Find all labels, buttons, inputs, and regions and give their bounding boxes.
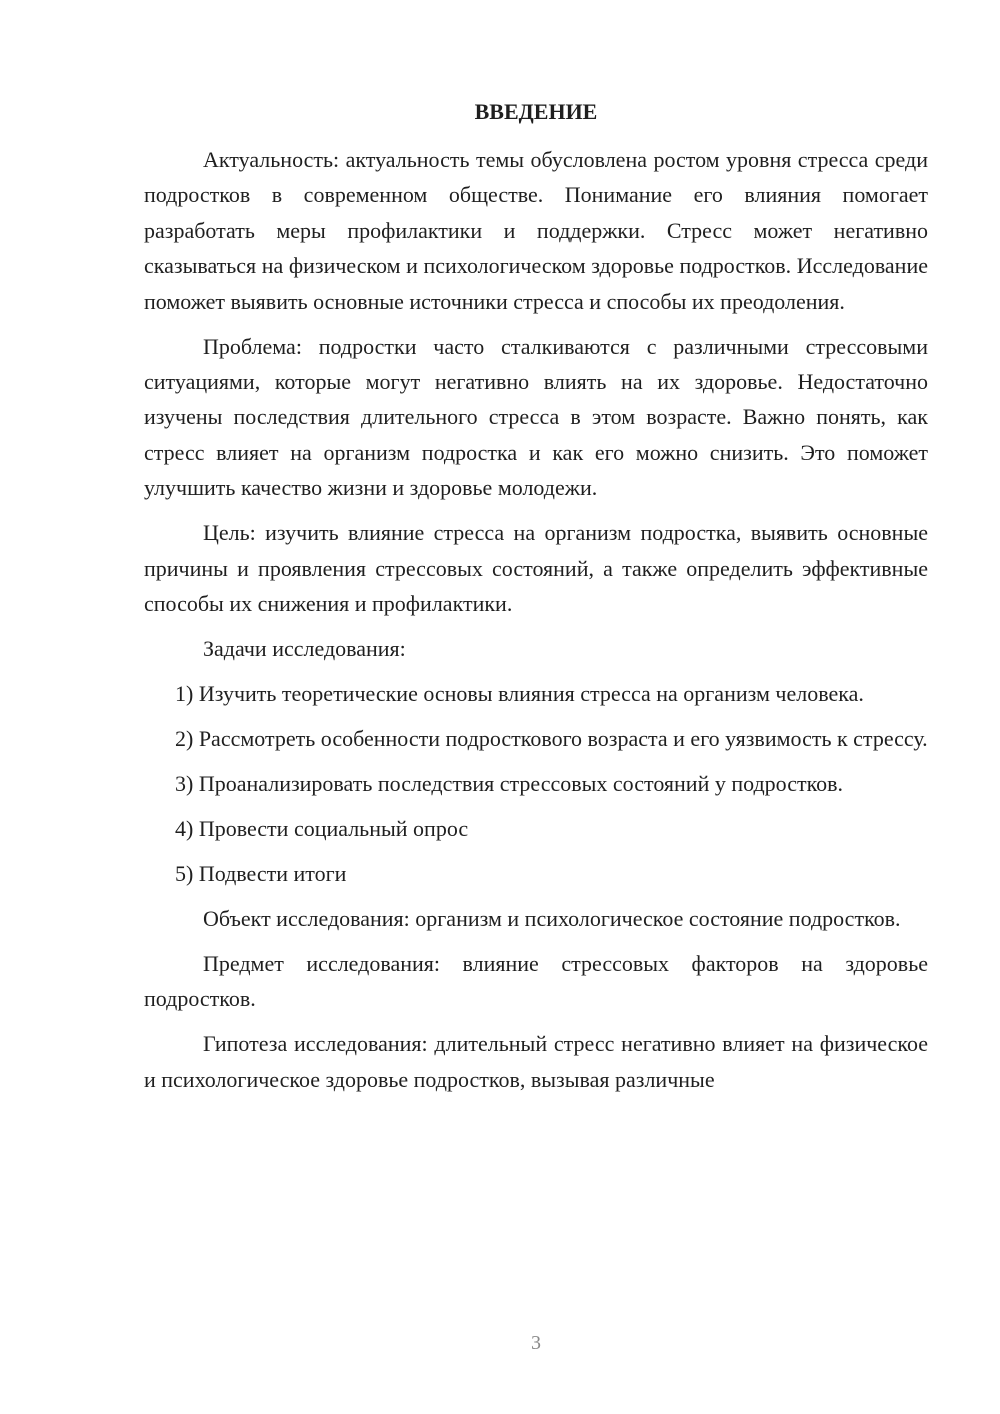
hypothesis-paragraph: Гипотеза исследования: длительный стресс негативно влияет на физическое и психологическое здоровье подростков, вызывая различные (144, 1031, 928, 1092)
task-item-1: 1) Изучить теоретические основы влияния стресса на организм человека. (175, 681, 864, 707)
task-item-5: 5) Подвести итоги (175, 861, 347, 887)
task-item-4: 4) Провести социальный опрос (175, 816, 469, 842)
problem-paragraph: Проблема: подростки часто сталкиваются с различными стрессовыми ситуациями, которые могут негативно влиять на их здоровье. Недостаточно изучены последствия длительного стресса в этом возрасте. Важно понять, как стресс влияет на организм подростка и как его можно снизить. Это поможет улучшить качество жизни и здоровье молодежи. (144, 333, 928, 501)
goal-paragraph: Цель: изучить влияние стресса на организм подростка, выявить основные причины и проявления стрессовых состояний, а также определить эффективные способы их снижения и профилактики. (144, 520, 928, 617)
tasks-heading: Задачи исследования: (203, 636, 406, 662)
object-paragraph: Объект исследования: организм и психологическое состояние подростков. (203, 906, 901, 932)
task-item-2: 2) Рассмотреть особенности подросткового возраста и его уязвимость к стрессу. (175, 726, 928, 752)
relevance-paragraph: Актуальность: актуальность темы обусловлена ростом уровня стресса среди подростков в современном обществе. Понимание его влияния помогает разработать меры профилактики и поддержки. Стресс может негативно сказываться на физическом и психологическом здоровье подростков. Исследование поможет выявить основные источники стресса и способы их преодоления. (144, 147, 928, 314)
subject-paragraph: Предмет исследования: влияние стрессовых факторов на здоровье подростков. (144, 951, 928, 1012)
page-title: ВВЕДЕНИЕ (474, 99, 598, 124)
task-item-3: 3) Проанализировать последствия стрессовых состояний у подростков. (175, 771, 844, 797)
page-number: 3 (531, 1332, 541, 1354)
document-page (144, 94, 928, 1107)
